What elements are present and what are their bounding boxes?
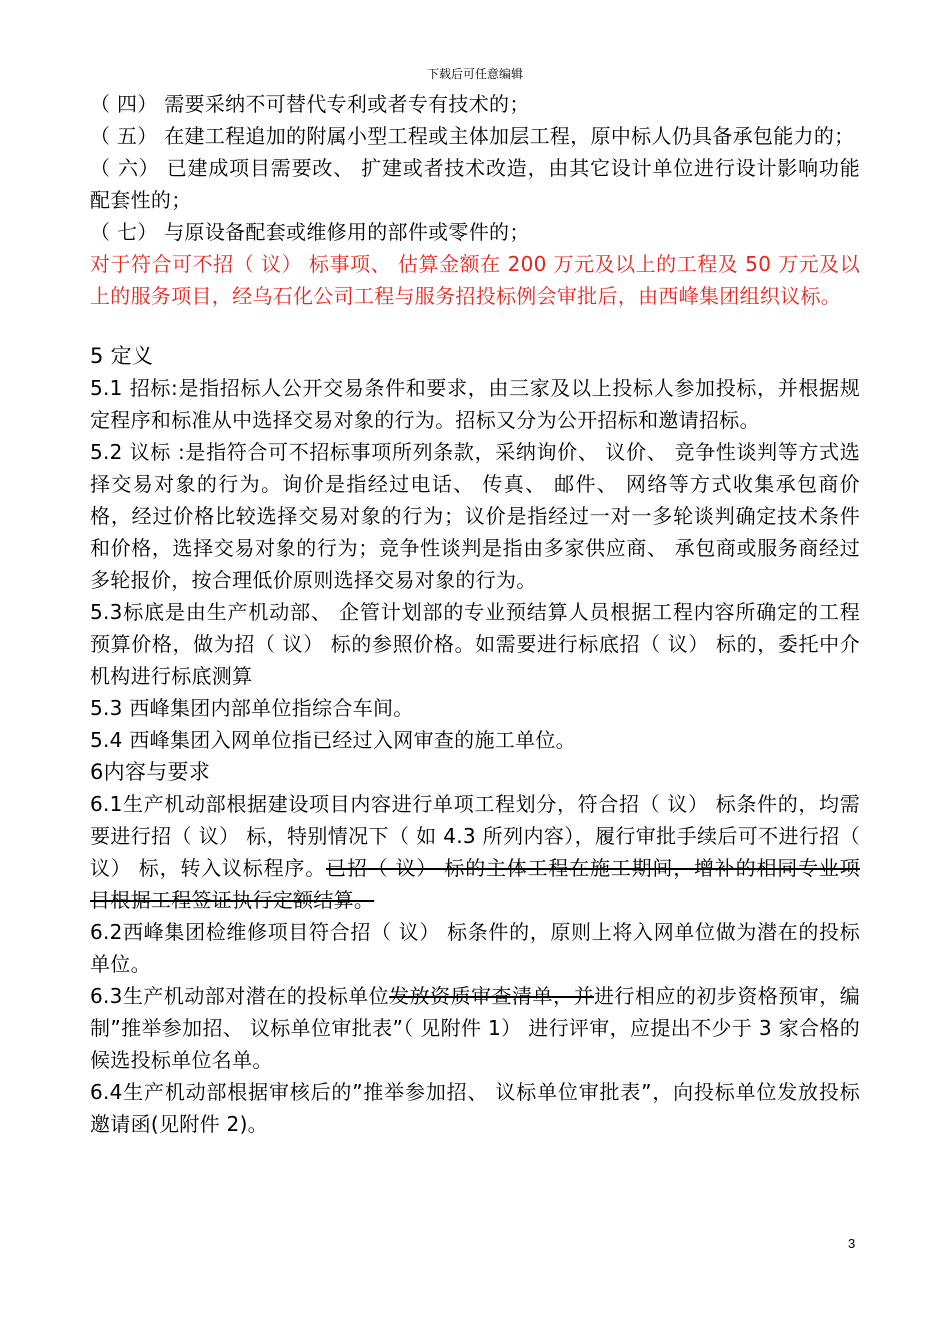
list-item: （ 六） 已建成项目需要改、 扩建或者技术改造，由其它设计单位进行设计影响功能配套性的； <box>90 156 860 212</box>
list-item: （ 五） 在建工程追加的附属小型工程或主体加层工程，原中标人仍具备承包能力的； <box>90 124 855 148</box>
section-heading: 6内容与要求 <box>90 760 211 784</box>
struck-text: 已招（ 议） 标的主体工程在施工期间，增补的相同专业项目根据工程签证执行定额结算。 <box>90 856 860 912</box>
requirement-paragraph <box>90 980 860 1076</box>
requirement-paragraph: 6.2西峰集团检维修项目符合招（ 议） 标条件的，原则上将入网单位做为潜在的投标单位。 <box>90 920 860 976</box>
list-item: （ 七） 与原设备配套或维修用的部件或零件的； <box>90 220 530 244</box>
red-note: 对于符合可不招（ 议） 标事项、 估算金额在 200 万元及以上的工程及 50 万元及以上的服务项目，经乌石化公司工程与服务招投标例会审批后，由西峰集团组织议标。 <box>90 252 860 308</box>
requirement-paragraph <box>90 788 860 916</box>
definition-paragraph: 5.3 西峰集团内部单位指综合车间。 <box>90 696 414 720</box>
paragraph-text: 6.3生产机动部对潜在的投标单位 <box>90 984 390 1008</box>
struck-text: 发放资质审查清单，并 <box>389 984 594 1008</box>
definition-paragraph: 5.3标底是由生产机动部、 企管计划部的专业预结算人员根据工程内容所确定的工程预算价格，做为招（ 议） 标的参照价格。如需要进行标底招（ 议） 标的，委托中介机构进行标底测算 <box>90 600 860 688</box>
page-header: 下载后可任意编辑 <box>426 67 523 81</box>
paragraph-text: 6.1生产机动部根据建设项目内容进行单项工程划分，符合招（ 议） 标条件的，均需要进行招（ 议） 标，特别情况下（ 如 4.3 所列内容），履行审批手续后可不进行招（ 议） 标，转入议标程序。 <box>90 792 860 880</box>
definition-paragraph: 5.4 西峰集团入网单位指已经过入网审查的施工单位。 <box>90 728 576 752</box>
definition-paragraph: 5.1 招标:是指招标人公开交易条件和要求，由三家及以上投标人参加投标，并根据规定程序和标准从中选择交易对象的行为。招标又分为公开招标和邀请招标。 <box>90 376 860 432</box>
section-heading: 5 定义 <box>90 344 154 368</box>
requirement-paragraph: 6.4生产机动部根据审核后的”推举参加招、 议标单位审批表”，向投标单位发放投标邀请函(见附件 2)。 <box>90 1080 860 1136</box>
list-item: （ 四） 需要采纳不可替代专利或者专有技术的； <box>90 92 530 116</box>
page-number: 3 <box>848 1236 856 1251</box>
paragraph-text: 进行相应的初步资格预审，编制”推举参加招、 议标单位审批表”（ 见附件 1） 进行评审，应提出不少于 3 家合格的候选投标单位名单。 <box>90 984 861 1072</box>
document-body <box>90 88 860 1140</box>
definition-paragraph: 5.2 议标 :是指符合可不招标事项所列条款，采纳询价、 议价、 竞争性谈判等方式选择交易对象的行为。询价是指经过电话、 传真、 邮件、 网络等方式收集承包商价格，经过价格比较选择交易对象的行为；议价是指经过一对一多轮谈判确定技术条件和价格，选择交易对象的行为；竞争性谈判是指由多家供应商、 承包商或服务商经过多轮报价，按合理低价原则选择交易对象的行为。 <box>90 440 860 592</box>
blank-line <box>90 312 860 340</box>
